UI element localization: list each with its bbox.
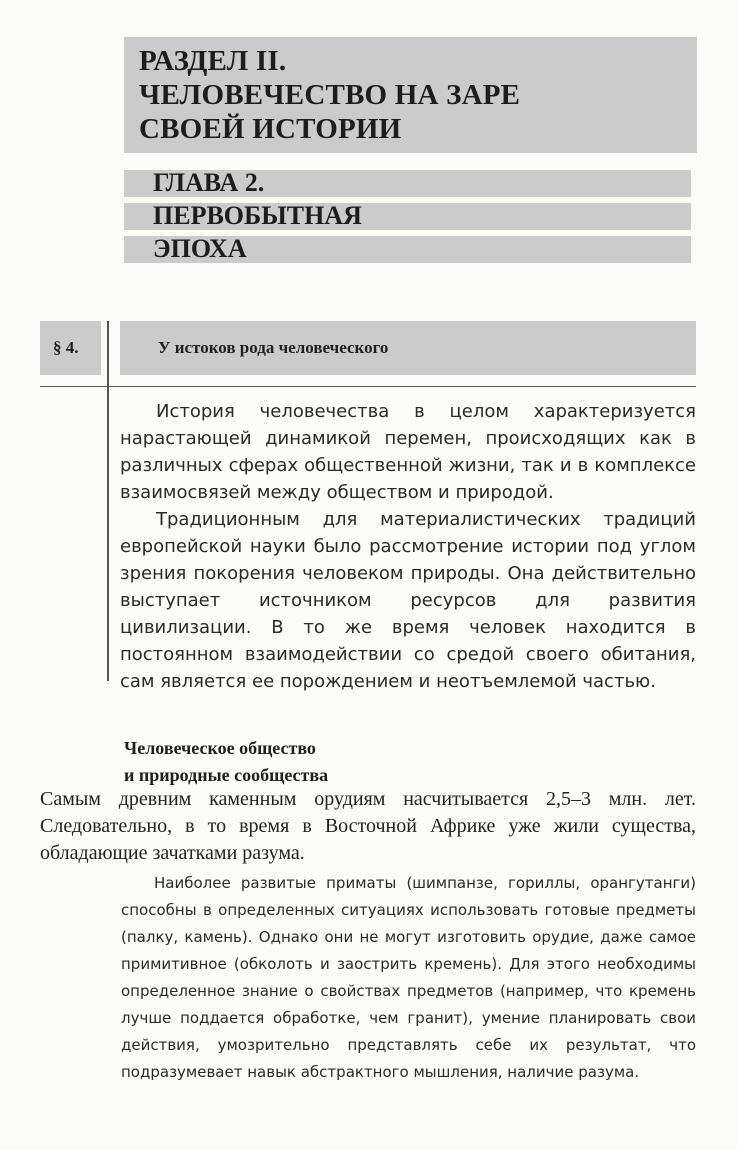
section-title-line: ЧЕЛОВЕЧЕСТВО НА ЗАРЕ	[139, 79, 521, 111]
subsection-heading	[124, 735, 328, 789]
paragraph-title: У истоков рода человеческого	[158, 338, 389, 357]
vertical-rule	[107, 321, 109, 681]
intro-paragraph: История человечества в целом характеризуется нарастающей динамикой перемен, происходящих как в различных сферах общественной жизни, так и в комплексе взаимосвязей между обществом и природой.	[120, 401, 696, 503]
note-paragraph: Наиболее развитые приматы (шимпанзе, гориллы, орангутанги) способны в определенных ситуациях использовать готовые предметы (палку, камень). Однако они не могут изготовить орудие, даже самое примитивное (обколоть и заострить кремень). Для этого необходимы определенное знание о свойствах предметов (например, что кремень лучше поддается обработке, чем гранит), умение планировать свои действия, умозрительно представлять себе их результат, что подразумевает навык абстрактного мышления, наличие разума.	[121, 874, 696, 1081]
intro-paragraph: Традиционным для материалистических традиций европейской науки было рассмотрение истории под углом зрения покорения человеком природы. Она действительно выступает источником ресурсов для развития цивилизации. В то же время человек находится в постоянном взаимодействии со средой своего обитания, сам является ее порождением и неотъемлемой частью.	[120, 509, 696, 692]
chapter-title-line: ПЕРВОБЫТНАЯ	[153, 201, 362, 230]
section-title-line: СВОЕЙ ИСТОРИИ	[139, 113, 402, 145]
horizontal-rule	[40, 386, 696, 387]
main-paragraph: Самым древним каменным орудиям насчитывается 2,5–3 млн. лет. Следовательно, в то время в Восточной Африке уже жили существа, обладающие зачатками разума.	[40, 788, 696, 864]
section-title	[139, 44, 520, 146]
intro-text	[120, 398, 696, 695]
paragraph-number: § 4.	[53, 338, 79, 357]
chapter-title-line: ГЛАВА 2.	[153, 168, 265, 197]
note-text	[121, 870, 696, 1086]
subsection-heading-line: Человеческое общество	[124, 738, 316, 758]
subsection-heading-line: и природные сообщества	[124, 765, 329, 785]
section-title-line: РАЗДЕЛ II.	[139, 45, 287, 77]
main-text	[40, 786, 696, 867]
chapter-title-line: ЭПОХА	[153, 234, 247, 263]
